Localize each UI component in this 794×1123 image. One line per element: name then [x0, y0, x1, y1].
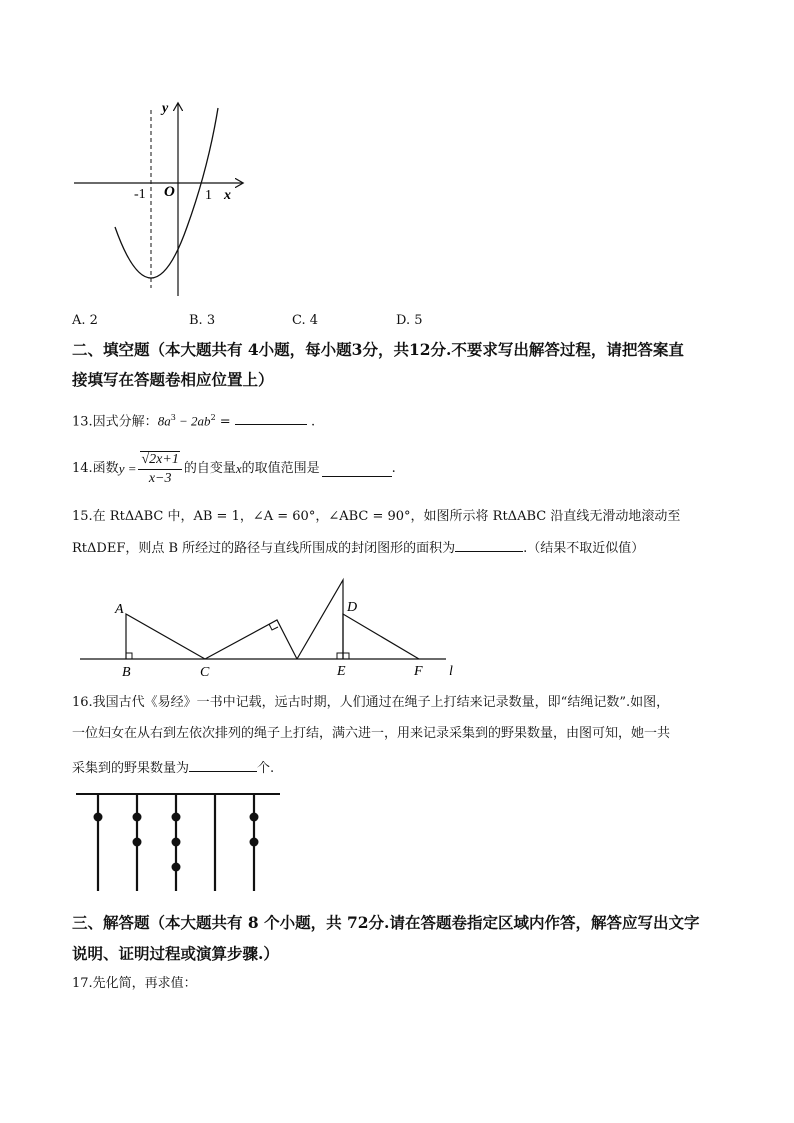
triangle-middle — [205, 620, 297, 659]
q14-answer-blank[interactable] — [322, 462, 392, 477]
question-16-line2: 一位妇女在从右到左依次排列的绳子上打结，满六进一，用来记录采集到的野果数量，由图可知，她一共 — [72, 726, 671, 741]
line-l-label: l — [449, 664, 453, 679]
point-a-label: A — [115, 602, 124, 617]
section3-heading-line2: 说明、证明过程或演算步骤.） — [72, 944, 279, 963]
knot — [172, 838, 181, 847]
knot — [172, 813, 181, 822]
section2-heading-line1: 二、填空题（本大题共有 4小题，每小题3分，共12分.不要求写出解答过程，请把答案直 — [72, 340, 684, 359]
q16-answer-blank[interactable] — [189, 757, 257, 772]
question-16-line1: 16.我国古代《易经》一书中记载，远古时期，人们通过在绳子上打结来记录数量，即“结绳记数”.如图， — [72, 695, 670, 710]
origin-label: O — [164, 184, 175, 200]
option-d[interactable]: D. 5 — [396, 313, 423, 328]
question-17: 17.先化简，再求值： — [72, 976, 197, 991]
knot — [133, 813, 142, 822]
point-e-label: E — [337, 664, 346, 679]
right-angle-middle — [269, 624, 278, 630]
point-f-label: F — [414, 664, 423, 679]
q15-answer-blank[interactable] — [455, 537, 523, 552]
question-16-line3: 采集到的野果数量为 个. — [72, 757, 274, 779]
point-b-label: B — [122, 665, 131, 680]
knot — [94, 813, 103, 822]
knot — [172, 863, 181, 872]
point-d-label: D — [347, 600, 358, 615]
triangle-def — [343, 614, 419, 659]
rolling-triangle-figure — [72, 572, 472, 682]
question-15-line2: RtΔDEF，则点 B 所经过的路径与直线所围成的封闭图形的面积为 .（结果不取近似值） — [72, 537, 644, 559]
knot — [133, 838, 142, 847]
triangle-abc — [126, 614, 205, 659]
question-13: 13.因式分解：$8a^3 - 2ab^2$ = . — [72, 408, 315, 432]
tick-label-neg1: -1 — [134, 187, 146, 202]
point-c-label: C — [200, 665, 210, 680]
question-14: 14.函数 y = $\frac{√2x+1}{x-3}$ 的自变量 x 的取值范围是 . — [72, 451, 396, 486]
right-angle-b — [126, 653, 132, 659]
q13-answer-blank[interactable] — [235, 410, 307, 425]
section2-heading-line2: 接填写在答题卷相应位置上） — [72, 370, 274, 389]
x-axis-label: x — [224, 188, 231, 203]
option-b[interactable]: B. 3 — [189, 313, 216, 328]
knot — [250, 838, 259, 847]
y-axis-label: y — [162, 101, 169, 116]
parabola-graph — [60, 90, 250, 310]
knot — [250, 813, 259, 822]
knotted-cords-figure — [72, 790, 284, 895]
triangle-tall — [297, 580, 343, 659]
tick-label-1: 1 — [205, 188, 212, 203]
option-c[interactable]: C. 4 — [292, 313, 319, 328]
section3-heading-line1: 三、解答题（本大题共有 8 个小题，共 72分.请在答题卷指定区域内作答，解答应写出文字 — [72, 913, 700, 932]
question-15-line1: 15.在 RtΔABC 中，AB = 1，∠A = 60°，∠ABC = 90°，如图所示将 RtΔABC 沿直线无滑动地滚动至 — [72, 509, 681, 524]
q14-fraction: $\frac{√2x+1}{x-3}$ — [138, 451, 181, 488]
option-a[interactable]: A. 2 — [72, 313, 98, 328]
